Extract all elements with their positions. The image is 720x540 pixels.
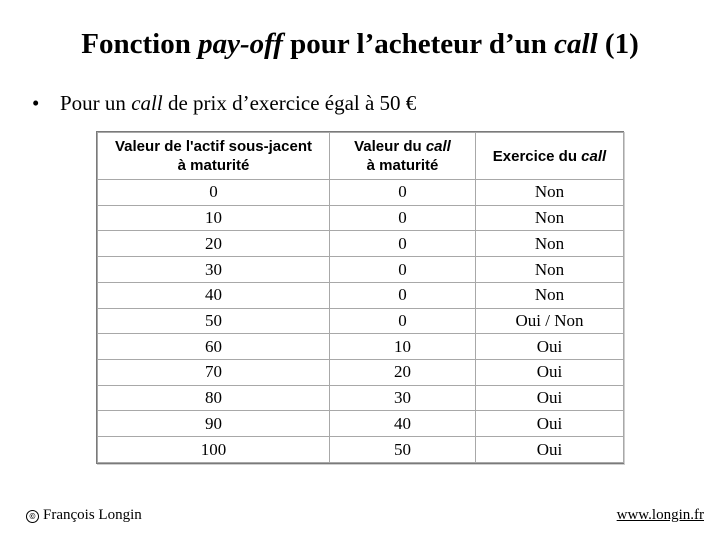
cell-exercise: Non <box>476 231 624 257</box>
table-row <box>98 282 624 308</box>
cell-underlying-value: 60 <box>98 334 330 360</box>
cell-call-value: 0 <box>330 205 476 231</box>
header-exercise-italic: call <box>581 147 607 165</box>
table-row <box>98 411 624 437</box>
cell-call-value: 10 <box>330 334 476 360</box>
cell-exercise: Oui <box>476 385 624 411</box>
table-header-row <box>98 133 624 180</box>
cell-exercise: Oui <box>476 437 624 463</box>
table-body <box>98 180 624 463</box>
cell-call-value: 0 <box>330 282 476 308</box>
cell-underlying-value: 100 <box>98 437 330 463</box>
header-underlying-line1: Valeur de l'actif sous-jacent <box>115 138 312 155</box>
table-row <box>98 334 624 360</box>
cell-underlying-value: 40 <box>98 282 330 308</box>
footer-author <box>26 506 142 524</box>
bullet-marker: • <box>32 91 40 115</box>
header-exercise-text: Exercice du <box>492 147 582 165</box>
title-text-mid: pour l’acheteur d’un <box>282 28 555 60</box>
bullet-text: Pour un <box>60 91 132 115</box>
cell-underlying-value: 90 <box>98 411 330 437</box>
header-call-value-italic: call <box>425 138 451 155</box>
cell-exercise: Non <box>476 257 624 283</box>
title-text: Fonction <box>81 28 199 60</box>
bullet-point <box>32 89 416 117</box>
cell-exercise: Oui / Non <box>476 308 624 334</box>
slide-title <box>0 26 720 62</box>
cell-exercise: Non <box>476 282 624 308</box>
table-row <box>98 308 624 334</box>
header-underlying-line2: à maturité <box>177 157 250 174</box>
title-number: (1) <box>597 28 639 60</box>
cell-call-value: 0 <box>330 257 476 283</box>
cell-exercise: Oui <box>476 334 624 360</box>
table-row <box>98 257 624 283</box>
cell-call-value: 20 <box>330 360 476 386</box>
cell-underlying-value: 30 <box>98 257 330 283</box>
cell-underlying-value: 70 <box>98 360 330 386</box>
cell-underlying-value: 80 <box>98 385 330 411</box>
table-row <box>98 205 624 231</box>
cell-underlying-value: 0 <box>98 180 330 206</box>
cell-call-value: 0 <box>330 308 476 334</box>
cell-underlying-value: 10 <box>98 205 330 231</box>
header-call-value <box>330 133 476 180</box>
title-pay-off: pay-off <box>198 28 283 60</box>
cell-exercise: Non <box>476 205 624 231</box>
cell-exercise: Oui <box>476 411 624 437</box>
cell-call-value: 0 <box>330 231 476 257</box>
author-name: François Longin <box>43 507 142 523</box>
payoff-table-container <box>96 131 624 464</box>
header-call-value-line2: à maturité <box>366 157 439 174</box>
table-row <box>98 231 624 257</box>
cell-exercise: Oui <box>476 360 624 386</box>
cell-call-value: 0 <box>330 180 476 206</box>
cell-call-value: 50 <box>330 437 476 463</box>
bullet-text-end: de prix d’exercice égal à 50 € <box>162 91 417 115</box>
website-link[interactable]: www.longin.fr <box>616 507 704 523</box>
cell-call-value: 30 <box>330 385 476 411</box>
cell-underlying-value: 50 <box>98 308 330 334</box>
cell-underlying-value: 20 <box>98 231 330 257</box>
header-exercise <box>476 133 624 180</box>
copyright-icon: © <box>26 510 39 523</box>
cell-call-value: 40 <box>330 411 476 437</box>
payoff-table <box>97 132 624 463</box>
cell-exercise: Non <box>476 180 624 206</box>
table-row <box>98 360 624 386</box>
header-underlying-value <box>98 133 330 180</box>
table-row <box>98 180 624 206</box>
bullet-call: call <box>131 91 163 115</box>
table-row <box>98 385 624 411</box>
table-row <box>98 437 624 463</box>
header-call-value-text: Valeur du <box>354 138 426 155</box>
title-call: call <box>554 28 598 60</box>
